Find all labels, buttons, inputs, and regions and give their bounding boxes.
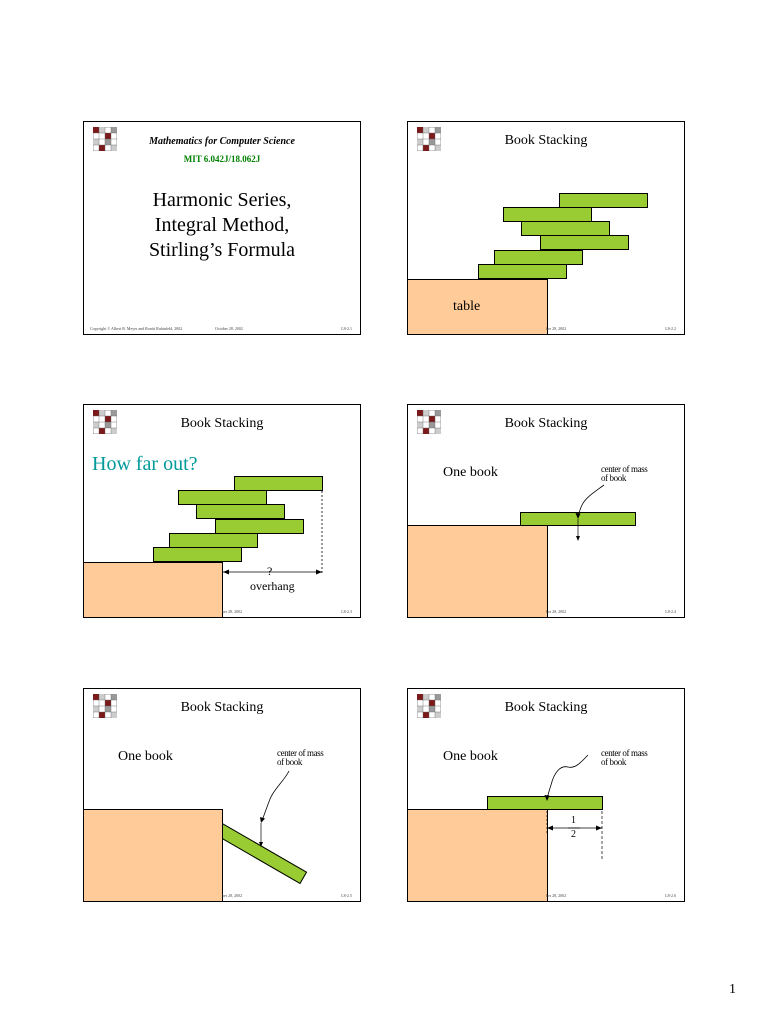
slide-2 bbox=[407, 121, 685, 335]
slide-date: ber 28, 2002 bbox=[222, 893, 243, 898]
lecture-title-line-2: Integral Method, bbox=[154, 214, 290, 236]
slide-title: Book Stacking bbox=[180, 700, 264, 715]
slide-number: L8-2.6 bbox=[665, 893, 676, 898]
table-label: table bbox=[453, 299, 481, 314]
half-book-dimension bbox=[408, 689, 685, 902]
slide-5 bbox=[83, 688, 361, 902]
slide-number: L8-2.4 bbox=[665, 609, 676, 614]
center-of-mass-line-1: center of mass bbox=[277, 748, 324, 758]
slide-date: ber 28, 2002 bbox=[222, 609, 243, 614]
slide-title: Book Stacking bbox=[504, 133, 588, 148]
book bbox=[478, 264, 567, 279]
center-of-mass-line-2: of book bbox=[277, 757, 302, 767]
lecture-title bbox=[84, 188, 360, 263]
slide-number: L8-2.5 bbox=[341, 893, 352, 898]
question-text: How far out? bbox=[92, 453, 198, 475]
book bbox=[503, 207, 592, 222]
slide-number: L8-2.3 bbox=[341, 609, 352, 614]
center-of-mass-line-1: center of mass bbox=[601, 464, 648, 474]
lecture-title-line-1: Harmonic Series, bbox=[152, 189, 292, 211]
center-of-mass-pointer bbox=[408, 405, 685, 618]
slide-title: Book Stacking bbox=[504, 700, 588, 715]
book bbox=[540, 235, 629, 250]
one-book-label: One book bbox=[118, 749, 173, 764]
slide-date: ber 28, 2002 bbox=[546, 326, 567, 331]
one-book-label: One book bbox=[443, 465, 498, 480]
slide-copyright: Copyright © Albert R. Meyer and Ronitt Rubinfeld, 2002. bbox=[90, 326, 184, 331]
slide-date: ber 28, 2002 bbox=[546, 893, 567, 898]
book bbox=[494, 250, 583, 265]
course-name: Mathematics for Computer Science bbox=[149, 136, 295, 147]
center-of-mass-line-2: of book bbox=[601, 473, 626, 483]
slide-1 bbox=[83, 121, 361, 335]
one-book-label: One book bbox=[443, 749, 498, 764]
slide-title: Book Stacking bbox=[504, 416, 588, 431]
slide-6 bbox=[407, 688, 685, 902]
overhang-question-mark: ? bbox=[267, 564, 273, 578]
slide-3 bbox=[83, 404, 361, 618]
overhang-dimension-arrow bbox=[84, 405, 361, 618]
course-number: MIT 6.042J/18.062J bbox=[183, 154, 261, 164]
fraction-numerator: 1 bbox=[571, 815, 576, 826]
slide-number: L8-2.2 bbox=[665, 326, 676, 331]
page-number: 1 bbox=[729, 982, 736, 997]
slide-number: L8-2.1 bbox=[341, 326, 352, 331]
slide-4 bbox=[407, 404, 685, 618]
center-of-mass-pointer bbox=[84, 689, 361, 902]
lecture-title-line-3: Stirling’s Formula bbox=[148, 239, 296, 261]
center-of-mass-line-1: center of mass bbox=[601, 748, 648, 758]
book bbox=[559, 193, 648, 208]
slide-date: ber 28, 2002 bbox=[546, 609, 567, 614]
slide-title: Book Stacking bbox=[180, 416, 264, 431]
book bbox=[521, 221, 610, 236]
center-of-mass-line-2: of book bbox=[601, 757, 626, 767]
fraction-denominator: 2 bbox=[571, 829, 576, 840]
slide-date: October 28, 2002 bbox=[215, 326, 243, 331]
overhang-label: overhang bbox=[250, 579, 295, 593]
